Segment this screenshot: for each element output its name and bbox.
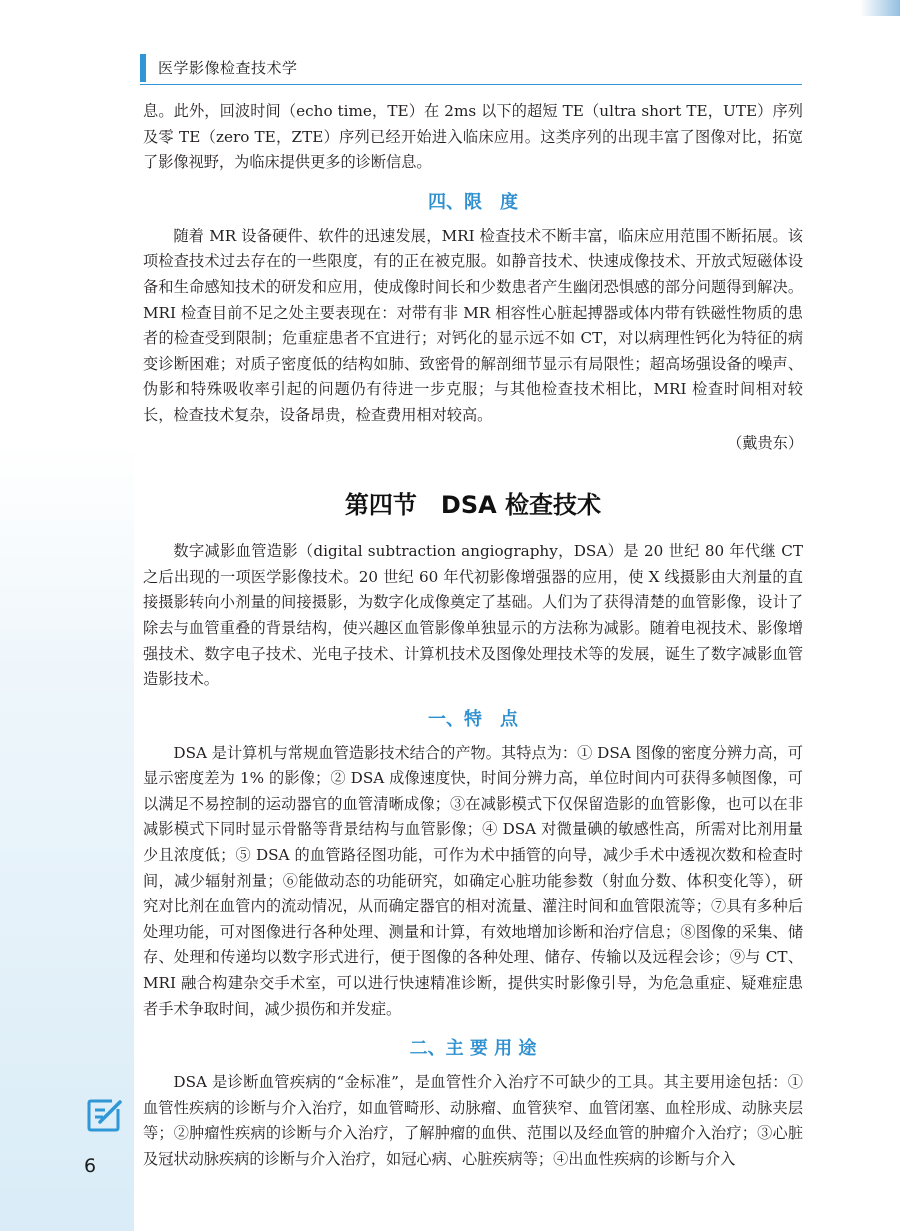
- paragraph-uses: DSA 是诊断血管疾病的“金标准”，是血管性介入治疗不可缺少的工具。其主要用途包括：①血管性疾病的诊断与介入治疗，如血管畸形、动脉瘤、血管狭窄、血管闭塞、血栓形成、动脉夹层等；②肿瘤性疾病的诊断与介入治疗，了解肿瘤的血供、范围以及经血管的肿瘤介入治疗；③心脏及冠状动脉疾病的诊断与介入治疗，如冠心病、心脏疾病等；④出血性疾病的诊断与介入: [143, 1073, 803, 1168]
- running-head: 医学影像检查技术学: [158, 59, 298, 77]
- page-number: 6: [84, 1155, 97, 1177]
- paragraph-features: DSA 是计算机与常规血管造影技术结合的产物。其特点为：① DSA 图像的密度分辨力高，可显示密度差为 1% 的影像；② DSA 成像速度快，时间分辨力高，单位时间内可获得多帧图像，可以满足不易控制的运动器官的血管清晰成像；③在减影模式下仅保留造影的血管影像，也可以在非减影模式下同时显示骨骼等背景结构与血管影像；④ DSA 对微量碘的敏感性高，所需对比剂用量少且浓度低；⑤ DSA 的血管路径图功能，可作为术中插管的向导，减少手术中透视次数和检查时间，减少辐射剂量；⑥能做动态的功能研究，如确定心脏功能参数（射血分数、体积变化等），研究对比剂在血管内的流动情况，从而确定器官的相对流量、灌注时间和血管限流等；⑦具有多种后处理功能，可对图像进行各种处理、测量和计算，有效地增加诊断和治疗信息；⑧图像的采集、储存、处理和传递均以数字形式进行，便于图像的各种处理、储存、传输以及远程会诊；⑨与 CT、MRI 融合构建杂交手术室，可以进行快速精准诊断，提供实时影像引导，为危急重症、疑难症患者手术争取时间，减少损伤和并发症。: [143, 743, 804, 1018]
- margin-gradient-strip: [0, 0, 134, 1231]
- chapter-title: 第四节 DSA 检查技术: [344, 491, 602, 520]
- paragraph-limits: 随着 MR 设备硬件、软件的迅速发展，MRI 检查技术不断丰富，临床应用范围不断拓展。该项检查技术过去存在的一些限度，有的正在被克服。如静音技术、快速成像技术、开放式短磁体设备和生命感知技术的研发和应用，使成像时间长和少数患者产生幽闭恐惧感的部分问题得到解决。MRI 检查目前不足之处主要表现在：对带有非 MR 相容性心脏起搏器或体内带有铁磁性物质的患者的检查受到限制；危重症患者不宜进行；对钙化的显示远不如 CT，对以病理性钙化为特征的病变诊断困难；对质子密度低的结构如肺、致密骨的解剖细节显示有局限性；超高场强设备的噪声、伪影和特殊吸收率引起的问题仍有待进一步克服；与其他检查技术相比，MRI 检查时间相对较长，检查技术复杂，设备昂贵，检查费用相对较高。: [143, 226, 803, 424]
- section-heading-uses: 二、主 要 用 途: [409, 1038, 537, 1060]
- author-signature: （戴贵东）: [727, 433, 803, 452]
- section-heading-features: 一、特 点: [428, 708, 518, 730]
- header-rule: [140, 84, 802, 85]
- header-accent-bar: [140, 54, 146, 82]
- section-heading-limits: 四、限 度: [428, 191, 518, 213]
- page-content: [143, 99, 803, 1173]
- paragraph-dsa-intro: 数字减影血管造影（digital subtraction angiography，DSA）是 20 世纪 80 年代继 CT 之后出现的一项医学影像技术。20 世纪 60 年代初影像增强器的应用，使 X 线摄影由大剂量的直接摄影转向小剂量的间接摄影，为数字化成像奠定了基础。人们为了获得清楚的血管影像，设计了除去与血管重叠的背景结构，使兴趣区血管影像单独显示的方法称为减影。随着电视技术、影像增强技术、数字电子技术、光电子技术、计算机技术及图像处理技术等的发展，诞生了数字减影血管造影技术。: [143, 542, 803, 689]
- paragraph-continuation: 息。此外，回波时间（echo time，TE）在 2ms 以下的超短 TE（ultra short TE，UTE）序列及零 TE（zero TE，ZTE）序列已经开始进入临床应用。这类序列的出现丰富了图像对比，拓宽了影像视野，为临床提供更多的诊断信息。: [143, 102, 803, 172]
- corner-decoration: [860, 0, 900, 16]
- edit-note-icon: [86, 1097, 122, 1133]
